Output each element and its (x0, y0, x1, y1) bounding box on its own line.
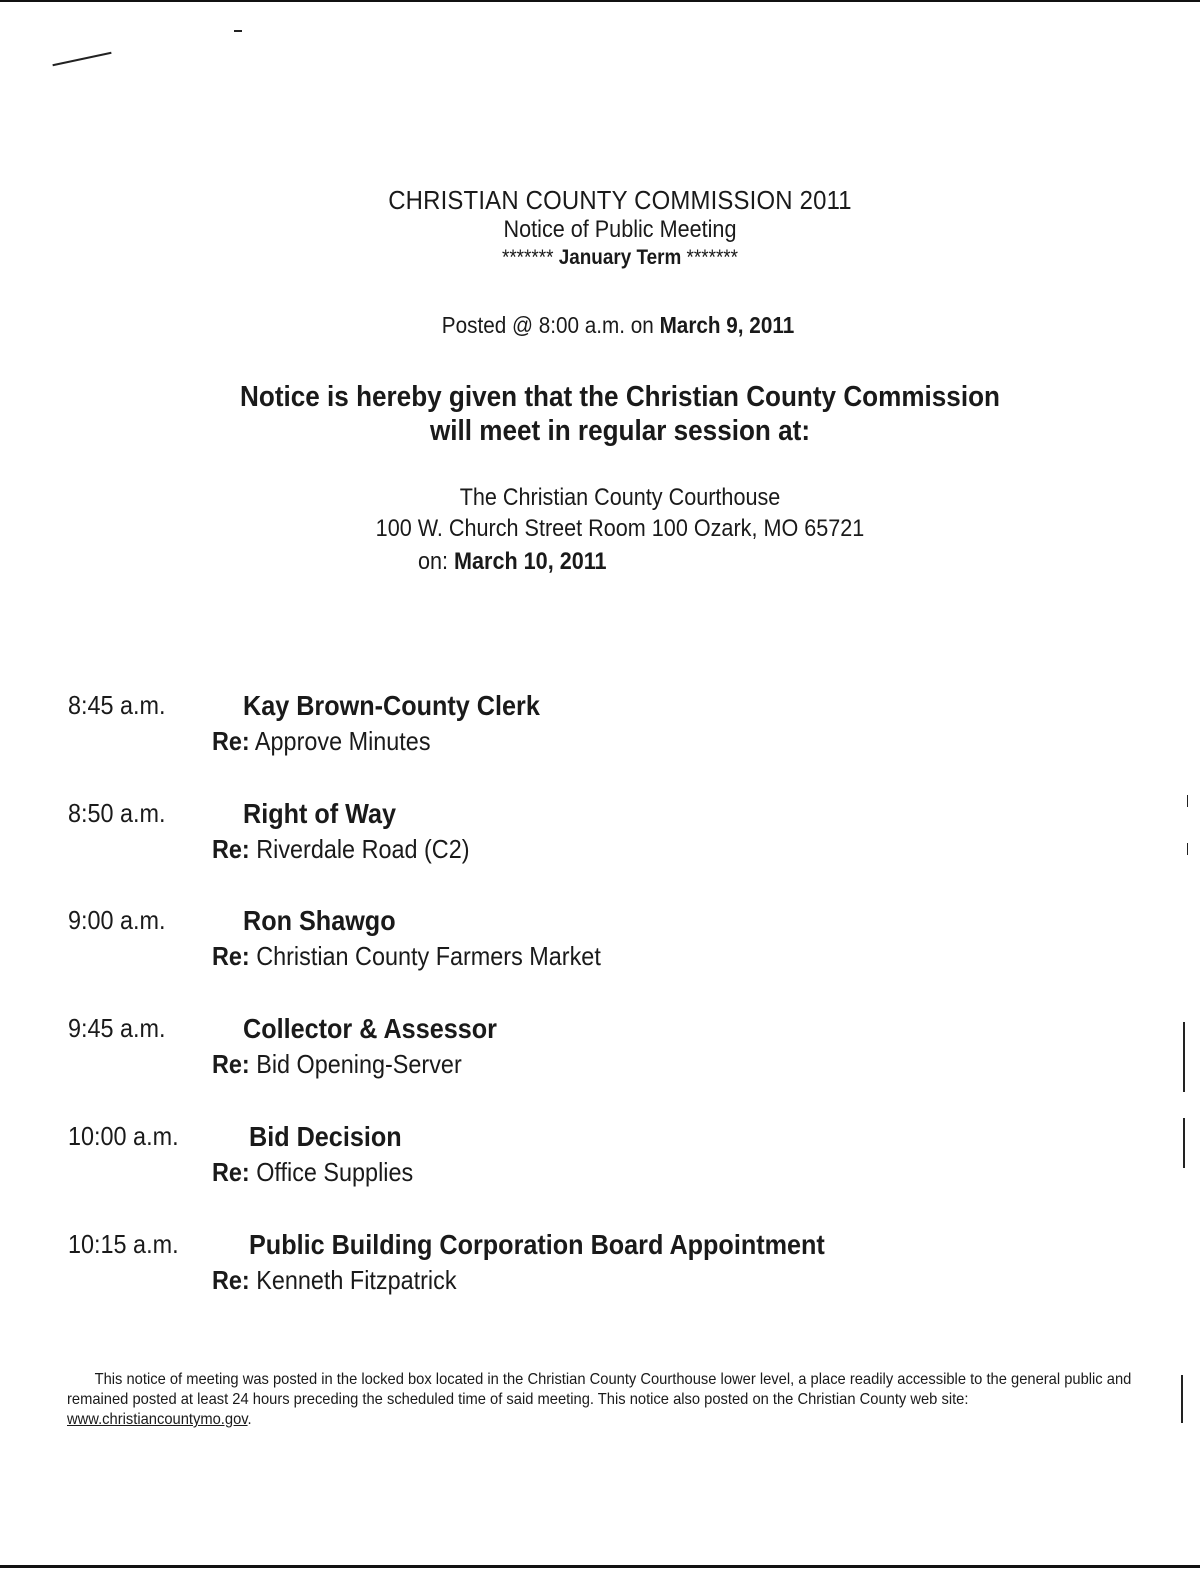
posted-line (62, 312, 1174, 339)
posting-footnote (67, 1370, 1134, 1430)
agenda-item (0, 905, 1200, 985)
page-top-edge (0, 0, 1200, 2)
agenda-regarding (212, 1157, 413, 1188)
agenda-re-text: Kenneth Fitzpatrick (256, 1265, 457, 1295)
agenda-re-text: Bid Opening-Server (256, 1049, 462, 1079)
page-bottom-edge (0, 1565, 1200, 1568)
agenda-re-label: Re: (212, 834, 250, 864)
agenda-topic: Ron Shawgo (243, 905, 396, 936)
agenda-re-label: Re: (212, 941, 250, 971)
agenda-re-label: Re: (212, 1265, 250, 1295)
document-subtitle: Notice of Public Meeting (503, 216, 737, 243)
posted-prefix: Posted @ 8:00 a.m. on (441, 312, 654, 338)
agenda-re-label: Re: (212, 726, 250, 756)
notice-line-2: will meet in regular session at: (429, 415, 811, 447)
meeting-date-label: on: (418, 548, 449, 575)
agenda-time: 9:45 a.m. (68, 1013, 166, 1043)
agenda-time: 10:00 a.m. (68, 1121, 179, 1151)
agenda-time: 8:45 a.m. (68, 690, 166, 720)
agenda-re-label: Re: (212, 1049, 250, 1079)
agenda-re-label: Re: (212, 1157, 250, 1187)
agenda-topic: Bid Decision (249, 1121, 402, 1152)
agenda-time: 8:50 a.m. (68, 798, 166, 828)
agenda-re-text: Approve Minutes (254, 726, 431, 756)
footnote-end: . (247, 1411, 252, 1428)
posted-date: March 9, 2011 (659, 312, 795, 338)
agenda-item (0, 690, 1200, 770)
agenda-item (0, 1121, 1200, 1201)
agenda-topic: Public Building Corporation Board Appointment (249, 1229, 825, 1260)
agenda-topic: Collector & Assessor (243, 1013, 497, 1044)
term-stars-right: ******* (686, 246, 739, 269)
term-label: January Term (558, 246, 682, 269)
agenda-re-text: Christian County Farmers Market (256, 941, 601, 971)
agenda-topic: Kay Brown-County Clerk (243, 690, 540, 721)
agenda-regarding (212, 834, 470, 865)
agenda-re-text: Riverdale Road (C2) (256, 834, 470, 864)
notice-line-1: Notice is hereby given that the Christian County Commission (240, 381, 1000, 413)
location-building: The Christian County Courthouse (459, 484, 781, 511)
term-stars-left: ******* (501, 246, 554, 269)
location-address: 100 W. Church Street Room 100 Ozark, MO 65721 (375, 515, 865, 542)
agenda-regarding (212, 941, 601, 972)
meeting-location (62, 482, 1178, 544)
agenda-re-text: Office Supplies (256, 1157, 414, 1187)
document-header (0, 184, 1200, 272)
scan-mark-top-left (52, 52, 111, 66)
meeting-date: March 10, 2011 (454, 548, 607, 575)
agenda-regarding (212, 1265, 457, 1296)
agenda-regarding (212, 1049, 462, 1080)
meeting-date-line (418, 548, 607, 576)
agenda-regarding (212, 726, 431, 757)
website-link[interactable]: www.christiancountymo.gov (67, 1411, 248, 1428)
agenda-time: 10:15 a.m. (68, 1229, 179, 1259)
notice-statement (62, 380, 1178, 448)
agenda-time: 9:00 a.m. (68, 905, 166, 935)
document-title: CHRISTIAN COUNTY COMMISSION 2011 (388, 185, 852, 215)
agenda-item (0, 1229, 1200, 1309)
term-line (62, 244, 1178, 272)
agenda-item (0, 798, 1200, 878)
agenda-topic: Right of Way (243, 798, 397, 829)
agenda-item (0, 1013, 1200, 1093)
scan-mark-right-5 (1181, 1375, 1183, 1423)
scan-mark-top (234, 30, 242, 32)
footnote-text: This notice of meeting was posted in the locked box located in the Christian County Courthouse lower level, a place readily accessible to the general public and remained posted at least 24 hours preceding the scheduled time of said meeting. This notice also posted on the Christian County web site: (67, 1371, 1132, 1408)
